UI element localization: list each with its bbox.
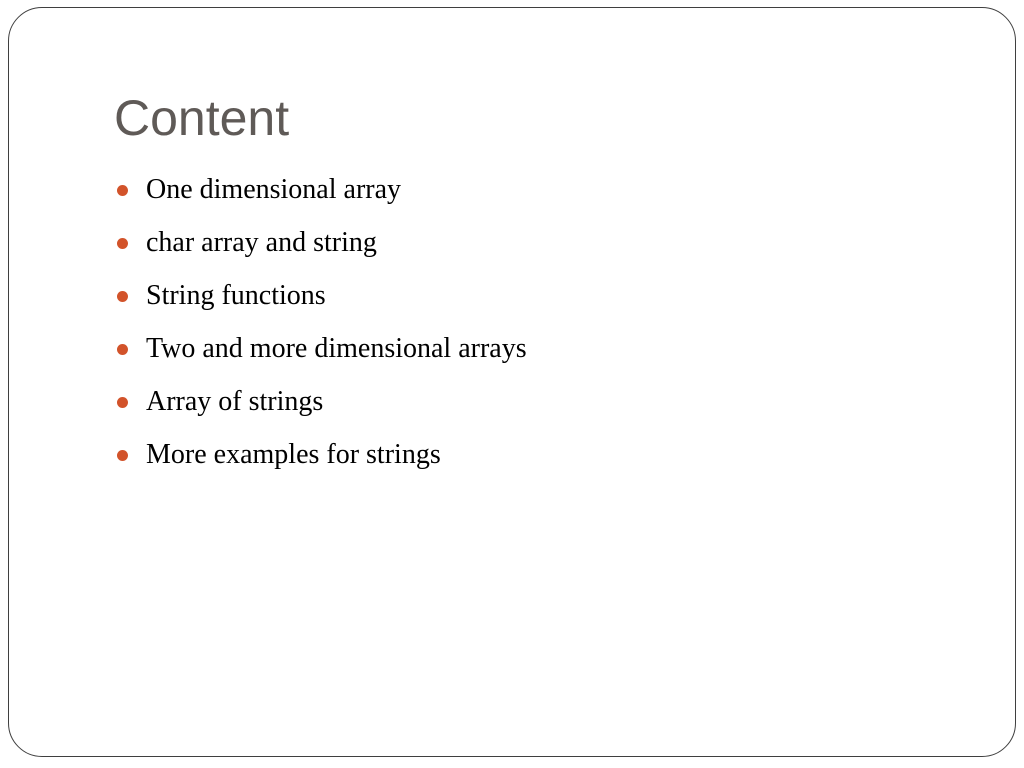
slide-title: Content — [114, 90, 290, 146]
bullet-text: char array and string — [146, 227, 377, 258]
bullet-text: Two and more dimensional arrays — [146, 333, 527, 364]
list-item — [114, 433, 527, 486]
bullet-dot-icon — [117, 397, 128, 408]
list-item — [114, 274, 527, 327]
slide-canvas — [8, 7, 1016, 757]
list-item — [114, 327, 527, 380]
list-item — [114, 168, 527, 221]
bullet-dot-icon — [117, 344, 128, 355]
bullet-text: More examples for strings — [146, 439, 441, 470]
bullet-list — [114, 168, 527, 486]
bullet-text: String functions — [146, 280, 326, 311]
bullet-dot-icon — [117, 291, 128, 302]
list-item — [114, 221, 527, 274]
bullet-dot-icon — [117, 238, 128, 249]
bullet-text: One dimensional array — [146, 174, 402, 205]
bullet-text: Array of strings — [146, 386, 324, 417]
list-item — [114, 380, 527, 433]
bullet-dot-icon — [117, 185, 128, 196]
bullet-dot-icon — [117, 450, 128, 461]
